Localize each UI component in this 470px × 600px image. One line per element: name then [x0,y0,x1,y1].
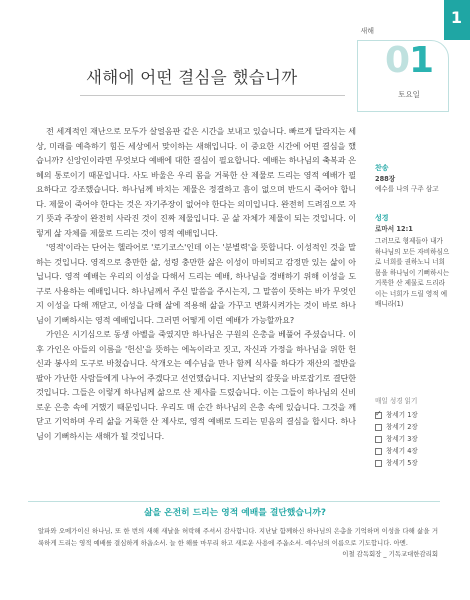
section-label: 새해 [360,27,374,35]
checkbox-1[interactable] [375,412,382,419]
reading-label: 창세기 3장 [386,435,418,444]
hymn-heading: 찬송 [375,164,389,172]
verse-text: 그러므로 형제들아 내가 하나님의 모든 자비하심으로 너희를 권하노니 너희 몸을 하나님이 기뻐하시는 거룩한 산 제물로 드리라 이는 너희가 드릴 영적 예배니라(1) [375,237,450,308]
verse-heading: 성경 [375,214,389,222]
prayer-heading: 삶을 온전히 드리는 영적 예배를 결단했습니까? [144,508,326,518]
day-number [380,40,438,81]
checkbox-4[interactable] [375,448,382,455]
verse-section [375,213,450,310]
prayer-text [38,526,438,561]
prayer-body: 알파와 오메가이신 하나님, 또 한 번의 새해 새날을 허락해 주셔서 감사합니다. 지난날 함께하신 하나님의 은총을 기억하며 이성을 다해 삶을 거룩하게 드리는 영적 예배를 결심하게 하옵소서. 늘 한 해를 마무리 하고 새로운 사용에 주옵소서. 예수님의 이름으로 기도합니다. 아멘. [38,527,438,547]
hymn-section [375,163,450,195]
reading-item[interactable] [375,410,450,422]
day-number-zero: 0 [384,40,409,81]
checkbox-2[interactable] [375,424,382,431]
verse-reference: 로마서 12:1 [375,224,413,233]
title-divider [80,95,345,96]
hymn-number: 288장 [375,174,396,183]
reading-label: 창세기 2장 [386,423,418,432]
devotional-body [36,124,356,443]
reading-item[interactable] [375,434,450,446]
reading-title: 매일 성경 읽기 [375,397,418,405]
reading-item[interactable] [375,422,450,434]
bottom-divider [28,501,440,502]
checkbox-5[interactable] [375,460,382,467]
hymn-title: 예수를 나의 구주 삼고 [375,185,439,193]
prayer-credit: 이철 감독회장 _ 기독교대한감리회 [342,550,438,558]
reading-item[interactable] [375,458,450,470]
reading-section [375,396,450,470]
day-name: 토요일 [398,90,420,99]
reading-label: 창세기 1장 [386,411,418,420]
checkbox-3[interactable] [375,436,382,443]
chapter-number: 1 [450,8,462,27]
reading-label: 창세기 4장 [386,447,418,456]
body-paragraph: 전 세계적인 재난으로 모두가 살얼음판 같은 시간을 보내고 있습니다. 빠르게 달라지는 세상, 미래를 예측하기 힘든 세상에서 맞이하는 새해입니다. 이 중요한 시간에 어떤 결심을 했습니까? 신앙인이라면 무엇보다 예배에 대한 결심이 필요합니다. 예배는 하나님의 축복과 은혜의 통로이기 때문입니다. 사도 바울은 우리 몸을 거룩한 산 제물로 드리는 영적 예배가 필요하다고 강조했습니다. 하나님께 바치는 제물은 정결하고 흠이 없으며 반드시 죽어야 합니다. 제물이 죽어야 한다는 것은 자기주장이 없어야 한다는 의미입니다. 완전히 드려짐으로 자기 뜻과 주장이 완전히 사라진 것이 진짜 제물입니다. 곧 삶 자체가 제물이 되는 것입니다. 이렇게 삶 자체를 제물로 드리는 것이 영적 예배입니다. [36,126,356,238]
body-paragraph: '영적'이라는 단어는 헬라어로 '로기코스'인데 이는 '분별력'을 뜻합니다. 이성적인 것을 말하는 것입니다. 영적으로 충만한 삶, 성령 충만한 삶은 이성이 마비되고 감정만 있는 삶이 아닙니다. 영적 예배는 우리의 이성을 다해서 드리는 예배, 하나님을 경배하기 위해 이성을 도구로 사용하는 예배입니다. 하나님께서 주신 말씀을 주시는지, 그 말씀이 뜻하는 바가 무엇인지 이성을 다해 깨닫고, 이성을 다해 삶에 적용해 삶을 가꾸고 변화시켜가는 것이 바로 하나님이 기뻐하시는 영적 예배입니다. 그러면 어떻게 이런 예배가 가능할까요? [36,242,356,325]
reading-label: 창세기 5장 [386,459,418,468]
day-number-main: 1 [409,40,434,81]
page-title: 새해에 어떤 결심을 했습니까 [86,68,298,87]
reading-item[interactable] [375,446,450,458]
body-paragraph: 가인은 시기심으로 동생 아벨을 죽였지만 하나님은 구원의 은총을 베풀어 주셨습니다. 이후 가인은 아들의 이름을 '헌신'을 뜻하는 에녹이라고 짓고, 자신과 가정을 하나님을 위한 헌신과 봉사의 도구로 바쳤습니다. 삭개오는 예수님을 만나 함께 식사를 하다가 재산의 절반을 팔아 가난한 사람들에게 나누어 주겠다고 선언했습니다. 지난날의 잘못을 바로잡기로 결단한 것입니다. 그들은 이렇게 하나님께 삶으로 산 제사를 드렸습니다. 이는 그들이 하나님의 신비로운 은총 속에 거했기 때문입니다. 우리도 매 순간 하나님의 은총 속에 있습니다. 그것을 깨닫고 기억하며 우리 삶을 거룩한 산 제사로, 영적 예배로 드리는 믿음의 결심을 합시다. 하나님이 기뻐하시는 새해가 될 것입니다. [36,329,356,441]
